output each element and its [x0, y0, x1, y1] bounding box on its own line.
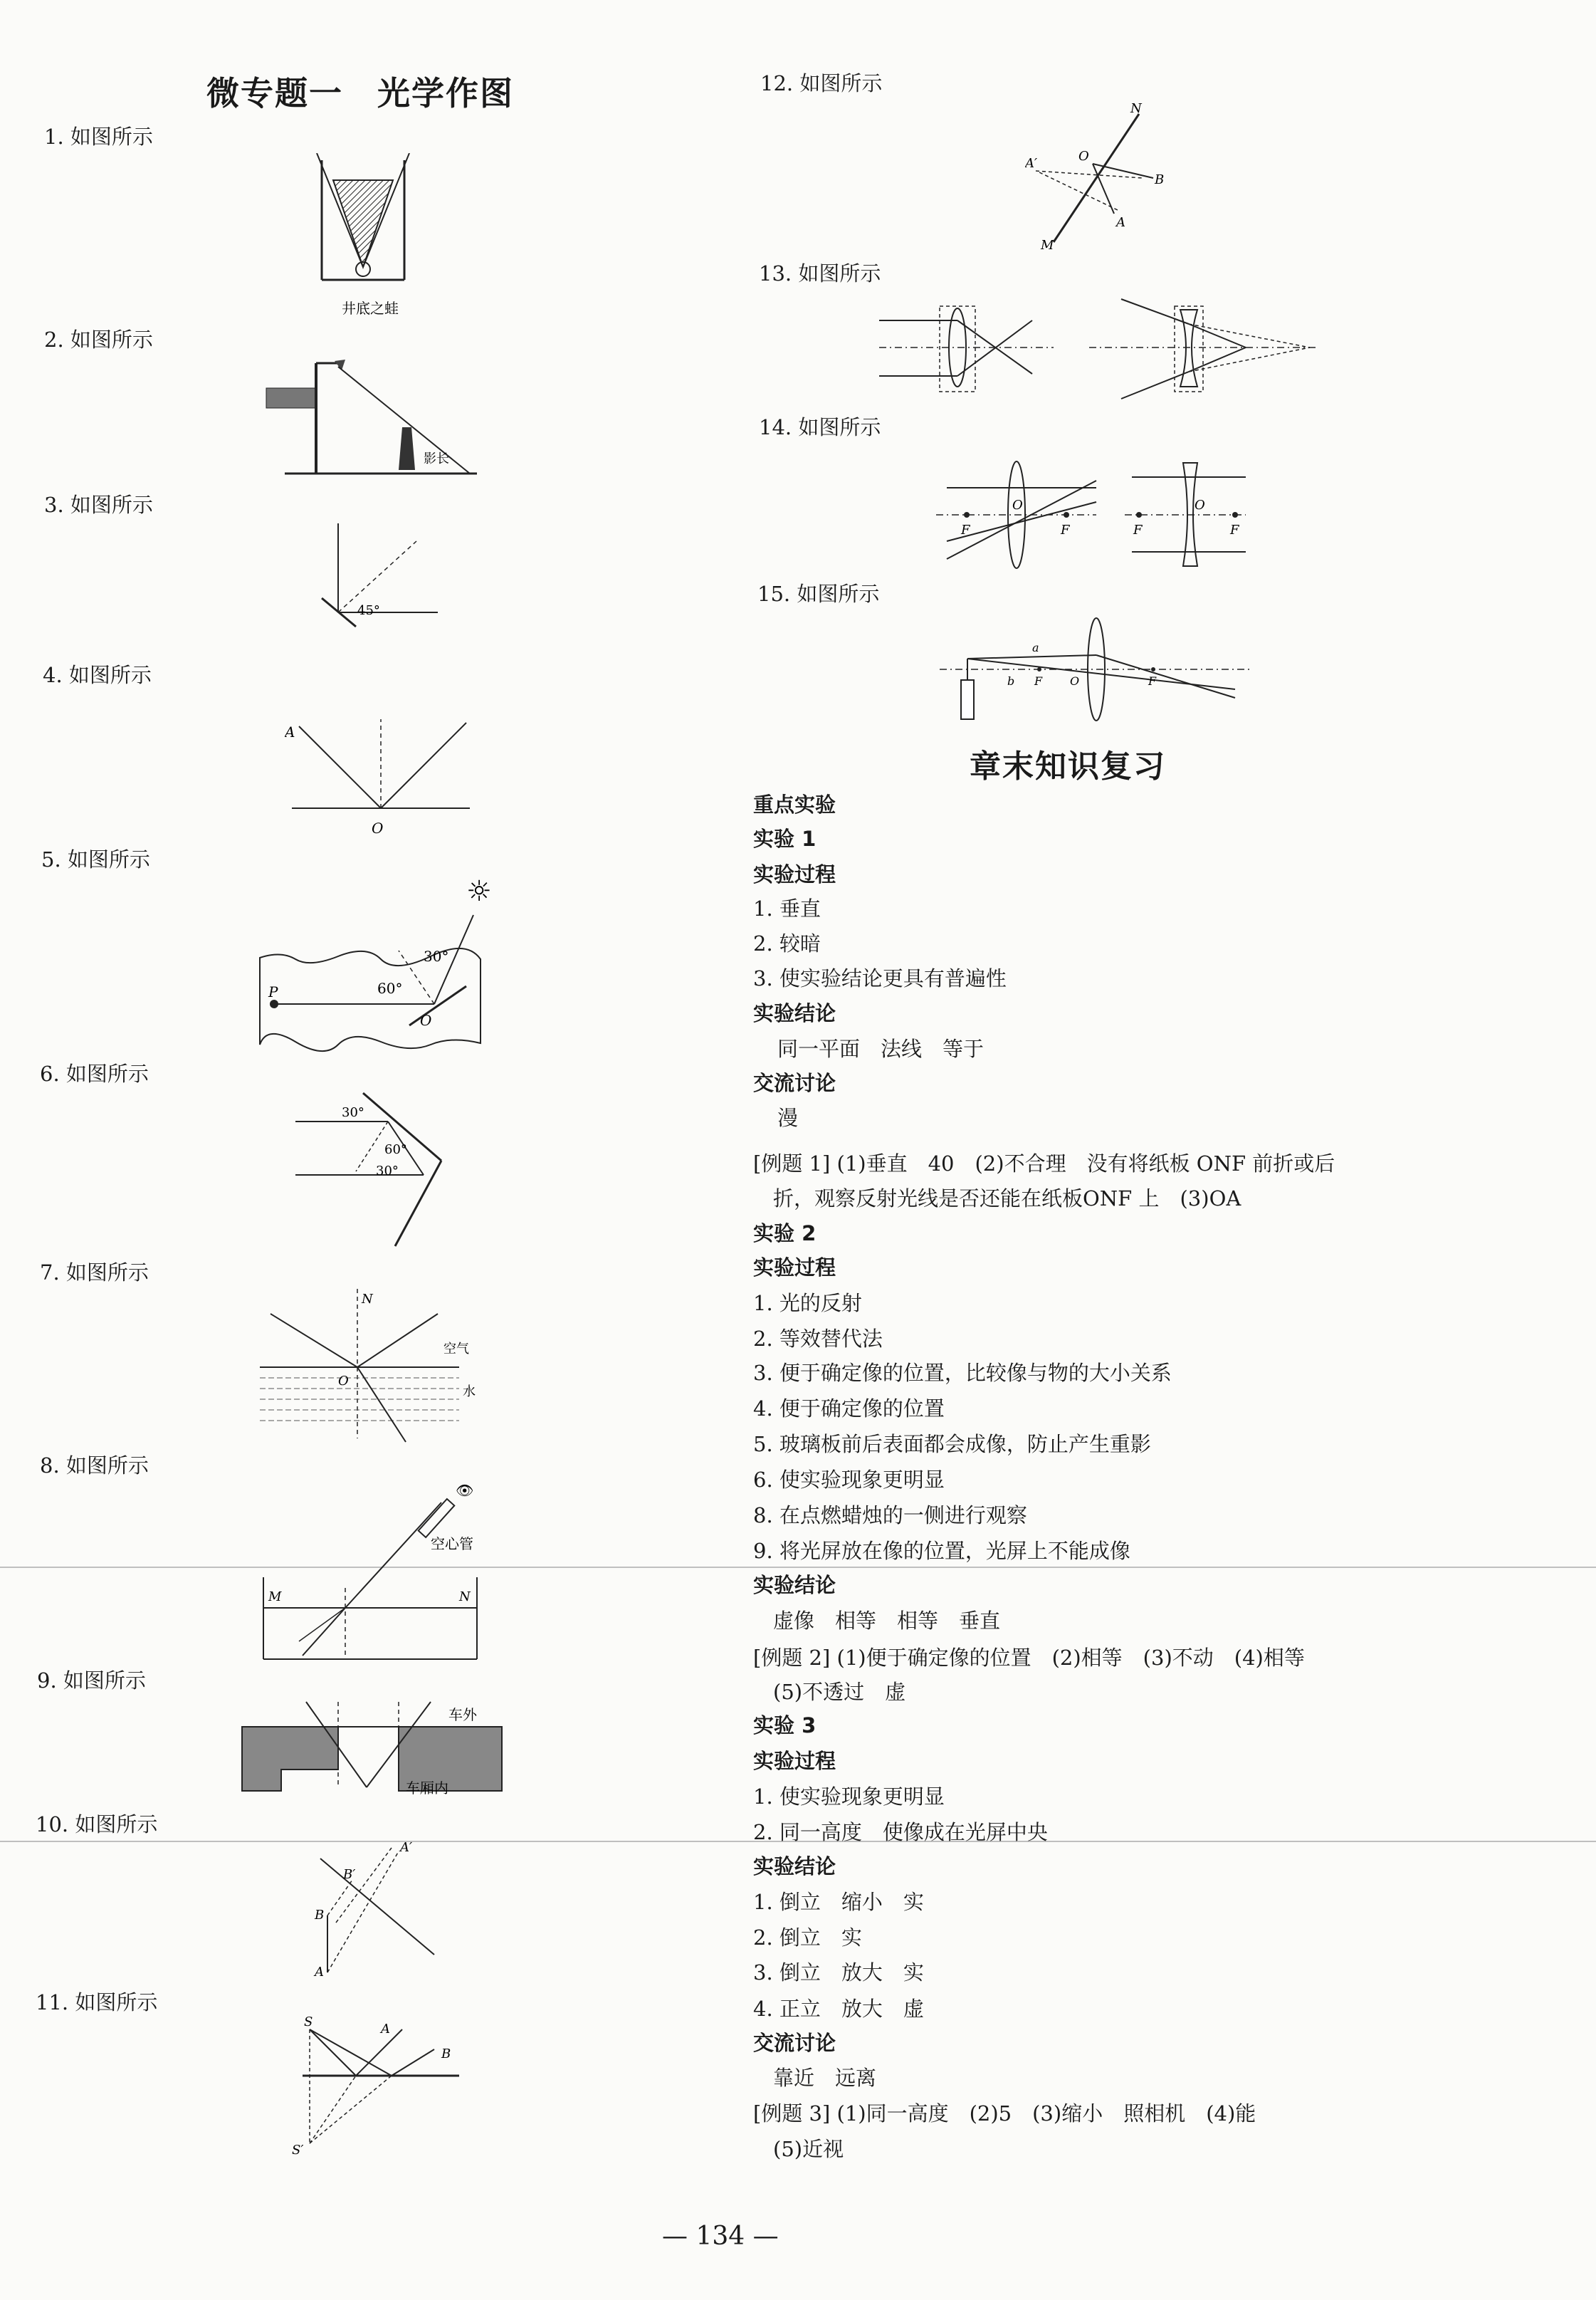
review-line: 实验 2	[753, 1221, 817, 1245]
label-m: M	[268, 1589, 282, 1604]
label-o-2: O	[1195, 498, 1205, 513]
item-label-5: 5. 如图所示	[41, 847, 150, 872]
label-a-prime: A′	[1025, 156, 1038, 171]
figure-hollow-tube	[260, 1481, 488, 1666]
label-60deg: 60°	[377, 980, 403, 997]
label-hollow-tube: 空心管	[431, 1535, 473, 1552]
item-label-14: 14. 如图所示	[759, 415, 881, 439]
review-line: 4. 便于确定像的位置	[753, 1396, 945, 1421]
review-line: 实验结论	[753, 1001, 836, 1025]
review-line: 1. 倒立 缩小 实	[753, 1890, 924, 1914]
review-line: 2. 较暗	[753, 931, 821, 956]
scan-line	[0, 1567, 1596, 1568]
review-line: (5)近视	[773, 2137, 844, 2161]
label-shadow-length: 影长	[424, 451, 449, 466]
review-line: 实验 1	[753, 827, 817, 851]
label-o: O	[1012, 498, 1023, 513]
label-f-2: F	[1061, 523, 1070, 538]
review-line: 3. 倒立 放大 实	[753, 1960, 924, 1985]
section-title-chapter-review: 章末知识复习	[970, 748, 1166, 785]
review-line: 实验过程	[753, 862, 836, 887]
label-p: P	[268, 983, 278, 1000]
item-label-8: 8. 如图所示	[40, 1453, 149, 1478]
label-water: 水	[463, 1384, 476, 1399]
label-n: N	[1130, 101, 1142, 116]
label-a: A	[315, 1965, 324, 1980]
item-label-11: 11. 如图所示	[36, 1990, 158, 2014]
review-line: [例题 2] (1)便于确定像的位置 (2)相等 (3)不动 (4)相等	[753, 1646, 1305, 1670]
figure-frog-in-well	[313, 153, 427, 324]
label-30deg-2: 30°	[376, 1164, 399, 1178]
label-45deg: 45°	[357, 603, 380, 618]
label-30deg: 30°	[342, 1105, 364, 1120]
review-line: 虚像 相等 相等 垂直	[773, 1609, 1001, 1633]
label-f: F	[1034, 674, 1043, 688]
label-a: A	[285, 723, 295, 741]
label-b-prime: B′	[343, 1867, 356, 1882]
label-o: O	[420, 1012, 432, 1029]
label-o: O	[1078, 149, 1089, 164]
review-line: 实验结论	[753, 1854, 836, 1878]
figure-refraction-water	[260, 1289, 488, 1453]
item-label-15: 15. 如图所示	[757, 582, 880, 606]
review-line: 漫	[777, 1106, 799, 1130]
label-n: N	[459, 1589, 471, 1604]
item-label-9: 9. 如图所示	[37, 1668, 146, 1693]
item-label-2: 2. 如图所示	[44, 328, 153, 352]
item-label-10: 10. 如图所示	[36, 1812, 158, 1836]
label-s-prime: S′	[292, 2143, 304, 2158]
label-b: B	[441, 2047, 451, 2061]
label-n: N	[362, 1292, 373, 1307]
review-line: 2. 等效替代法	[753, 1327, 883, 1351]
review-line: 实验过程	[753, 1749, 836, 1773]
item-label-4: 4. 如图所示	[43, 663, 152, 687]
label-o: O	[1070, 674, 1080, 688]
review-line: 5. 玻璃板前后表面都会成像，防止产生重影	[753, 1432, 1151, 1456]
label-f-3: F	[1133, 523, 1143, 538]
label-o: O	[338, 1374, 349, 1389]
figure-lens-candle	[936, 612, 1256, 726]
item-label-13: 13. 如图所示	[759, 261, 881, 286]
eye-icon: 👁	[456, 1482, 474, 1499]
label-o: O	[372, 820, 384, 837]
review-line: 6. 使实验现象更明显	[753, 1468, 945, 1492]
figure-lenses-14	[933, 445, 1253, 573]
label-inside: 车厢内	[406, 1779, 448, 1797]
review-line: 3. 使实验结论更具有普遍性	[753, 966, 1007, 990]
item-label-7: 7. 如图所示	[40, 1260, 149, 1285]
figure-car-window	[238, 1695, 516, 1802]
label-a-prime: A′	[400, 1840, 413, 1855]
review-line: 折，观察反射光线是否还能在纸板ONF 上 (3)OA	[773, 1186, 1241, 1211]
review-line: 实验过程	[753, 1255, 836, 1280]
review-line: 1. 使实验现象更明显	[753, 1784, 945, 1809]
review-line: 1. 光的反射	[753, 1291, 862, 1315]
label-f-2: F	[1148, 674, 1157, 688]
review-line: 交流讨论	[753, 2031, 836, 2055]
item-label-3: 3. 如图所示	[44, 493, 153, 517]
label-m: M	[1041, 238, 1054, 253]
label-b: b	[1007, 674, 1015, 688]
sun-icon: ☼	[466, 879, 492, 908]
label-f: F	[961, 523, 970, 538]
figure-mirror-mn	[1025, 100, 1196, 253]
figure-reflection-ao	[285, 712, 477, 844]
label-a: A	[1116, 215, 1125, 230]
label-b: B	[1155, 172, 1165, 187]
review-line: 2. 同一高度 使像成在光屏中央	[753, 1820, 1048, 1844]
figure-sun-reflect	[253, 879, 509, 1057]
review-line: (5)不透过 虚	[773, 1680, 906, 1704]
review-line: 靠近 远离	[773, 2066, 877, 2090]
label-air: 空气	[443, 1342, 469, 1357]
page-number: — 134 —	[662, 2222, 779, 2251]
label-30deg: 30°	[424, 948, 449, 965]
label-a: A	[381, 2022, 390, 2037]
review-line: 4. 正立 放大 虚	[753, 1997, 924, 2021]
review-line: 9. 将光屏放在像的位置，光屏上不能成像	[753, 1539, 1130, 1563]
review-line: 交流讨论	[753, 1071, 836, 1095]
review-line: 实验 3	[753, 1713, 817, 1737]
label-s: S	[304, 2015, 313, 2029]
figure-mirror-image-ab	[306, 1837, 441, 1980]
label-f-4: F	[1230, 523, 1239, 538]
review-line: 3. 便于确定像的位置，比较像与物的大小关系	[753, 1361, 1172, 1385]
item-label-6: 6. 如图所示	[40, 1062, 149, 1086]
section-title-optics: 微专题一 光学作图	[206, 74, 514, 113]
label-frog: 井底之蛙	[342, 300, 399, 317]
review-line: 2. 倒立 实	[753, 1925, 862, 1950]
item-label-1: 1. 如图所示	[44, 125, 153, 149]
label-a: a	[1032, 641, 1039, 654]
label-b: B	[315, 1908, 325, 1923]
figure-point-image	[288, 2015, 466, 2158]
label-outside: 车外	[448, 1706, 477, 1723]
figure-45-mirror	[313, 523, 441, 630]
review-line: 1. 垂直	[753, 897, 821, 921]
review-line: [例题 3] (1)同一高度 (2)5 (3)缩小 照相机 (4)能	[753, 2101, 1256, 2126]
review-line: [例题 1] (1)垂直 40 (2)不合理 没有将纸板 ONF 前折或后	[753, 1151, 1335, 1176]
item-label-12: 12. 如图所示	[760, 71, 883, 95]
review-line: 实验结论	[753, 1573, 836, 1597]
figure-lenses-13	[876, 292, 1324, 406]
figure-corner-mirrors	[292, 1089, 456, 1253]
review-line: 8. 在点燃蜡烛的一侧进行观察	[753, 1503, 1027, 1527]
review-line: 同一平面 法线 等于	[777, 1037, 985, 1061]
review-line: 重点实验	[753, 793, 836, 817]
figure-lamp-shadow	[263, 360, 477, 481]
label-60deg: 60°	[384, 1142, 407, 1157]
